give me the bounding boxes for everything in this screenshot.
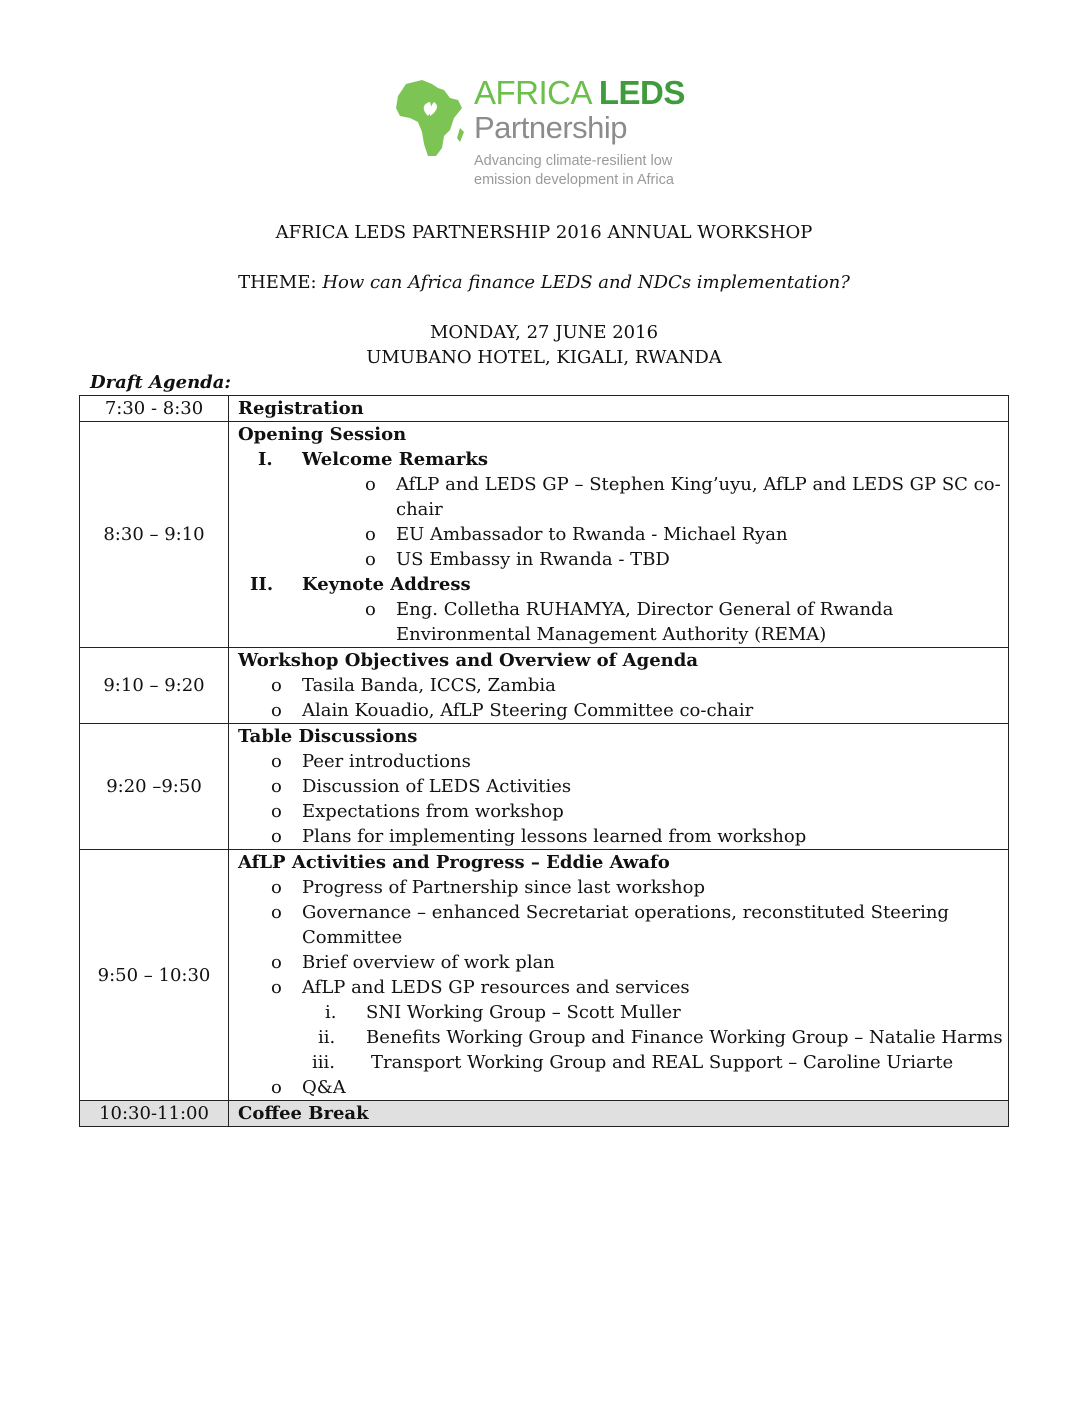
bullet-icon: o xyxy=(365,599,376,620)
agenda-title: Opening Session xyxy=(238,424,407,445)
bullet-icon: o xyxy=(271,700,282,721)
list-item xyxy=(238,774,1008,799)
list-item xyxy=(238,597,1008,622)
draft-agenda-label: Draft Agenda: xyxy=(90,372,232,393)
sub-heading: Welcome Remarks xyxy=(302,449,488,470)
list-item-text: Governance – enhanced Secretariat operations, reconstituted Steering xyxy=(302,902,949,923)
agenda-content xyxy=(229,396,1009,422)
logo-partnership-text: Partnership xyxy=(474,110,628,145)
list-item-text: Expectations from workshop xyxy=(302,801,564,822)
list-item xyxy=(238,547,1008,572)
sub-heading: Keynote Address xyxy=(302,574,471,595)
bullet-icon: o xyxy=(271,952,282,973)
agenda-time: 8:30 – 9:10 xyxy=(80,422,229,648)
agenda-title: Workshop Objectives and Overview of Agenda xyxy=(238,650,698,671)
bullet-icon: o xyxy=(271,776,282,797)
list-item xyxy=(238,1000,1008,1025)
agenda-time: 9:20 –9:50 xyxy=(80,724,229,850)
list-item-text: Committee xyxy=(302,927,403,948)
logo-tagline xyxy=(474,152,674,190)
theme-label: THEME: xyxy=(238,272,317,293)
list-item-text: Tasila Banda, ICCS, Zambia xyxy=(302,675,556,696)
list-item xyxy=(238,900,1008,925)
agenda-title: AfLP Activities and Progress – Eddie Awafo xyxy=(238,852,670,873)
list-item-text: Brief overview of work plan xyxy=(302,952,555,973)
list-item-text: Peer introductions xyxy=(302,751,471,772)
bullet-icon: o xyxy=(271,1077,282,1098)
bullet-icon: o xyxy=(271,902,282,923)
list-item xyxy=(238,497,1008,522)
bullet-icon: o xyxy=(271,675,282,696)
agenda-time: 9:50 – 10:30 xyxy=(80,850,229,1101)
list-item-text: Q&A xyxy=(302,1077,346,1098)
agenda-row xyxy=(80,396,1009,422)
agenda-row xyxy=(80,724,1009,850)
list-item-text: Eng. Colletha RUHAMYA, Director General of Rwanda xyxy=(396,599,894,620)
workshop-date: MONDAY, 27 JUNE 2016 xyxy=(429,322,659,343)
agenda-time: 10:30-11:00 xyxy=(80,1101,229,1127)
bullet-icon: o xyxy=(271,877,282,898)
bullet-icon: o xyxy=(365,524,376,545)
bullet-icon: o xyxy=(365,549,376,570)
agenda-title: Registration xyxy=(238,398,364,419)
theme-line xyxy=(0,270,1088,295)
list-item xyxy=(238,925,1008,950)
roman-numeral: iii. xyxy=(312,1052,335,1073)
agenda-time: 9:10 – 9:20 xyxy=(80,648,229,724)
list-item-text: Environmental Management Authority (REMA) xyxy=(396,624,827,645)
list-item xyxy=(238,698,1008,723)
agenda-time: 7:30 - 8:30 xyxy=(80,396,229,422)
list-item xyxy=(238,673,1008,698)
bullet-icon: o xyxy=(271,801,282,822)
list-item-text: chair xyxy=(396,499,443,520)
list-item-text: EU Ambassador to Rwanda - Michael Ryan xyxy=(396,524,788,545)
agenda-title: Coffee Break xyxy=(238,1103,369,1124)
list-item xyxy=(238,572,1008,597)
roman-numeral: ii. xyxy=(318,1027,336,1048)
list-item-text: Plans for implementing lessons learned from workshop xyxy=(302,826,807,847)
roman-numeral: I. xyxy=(258,449,273,470)
logo-tagline-line2: emission development in Africa xyxy=(474,172,674,188)
agenda-row xyxy=(80,648,1009,724)
workshop-title: AFRICA LEDS PARTNERSHIP 2016 ANNUAL WORKSHOP xyxy=(275,222,813,243)
list-item xyxy=(238,749,1008,774)
agenda-content xyxy=(229,850,1009,1101)
agenda-content xyxy=(229,648,1009,724)
list-item xyxy=(238,824,1008,849)
list-item xyxy=(238,799,1008,824)
agenda-row xyxy=(80,1101,1009,1127)
logo-line1 xyxy=(474,74,685,112)
theme-text: How can Africa finance LEDS and NDCs implementation? xyxy=(322,272,850,293)
list-item-text: Progress of Partnership since last workshop xyxy=(302,877,705,898)
list-item-text: Benefits Working Group and Finance Working Group – Natalie Harms xyxy=(366,1027,1003,1048)
africa-map-icon xyxy=(392,78,466,158)
logo-tagline-line1: Advancing climate-resilient low xyxy=(474,153,673,169)
list-item-text: AfLP and LEDS GP – Stephen King’uyu, AfLP and LEDS GP SC co- xyxy=(396,474,1001,495)
agenda-table xyxy=(79,395,1009,1127)
list-item xyxy=(238,950,1008,975)
list-item-text: Transport Working Group and REAL Support – Caroline Uriarte xyxy=(371,1052,954,1073)
bullet-icon: o xyxy=(271,751,282,772)
agenda-row xyxy=(80,422,1009,648)
agenda-content xyxy=(229,422,1009,648)
logo-africa-text: AFRICA xyxy=(474,74,591,111)
list-item xyxy=(238,522,1008,547)
agenda-title: Table Discussions xyxy=(238,726,418,747)
africa-leds-logo xyxy=(392,74,702,194)
workshop-venue: UMUBANO HOTEL, KIGALI, RWANDA xyxy=(366,347,722,368)
agenda-content xyxy=(229,724,1009,850)
list-item-text: AfLP and LEDS GP resources and services xyxy=(302,977,690,998)
list-item xyxy=(238,1050,1008,1075)
logo-leds-text: LEDS xyxy=(598,74,685,111)
list-item xyxy=(238,875,1008,900)
agenda-content xyxy=(229,1101,1009,1127)
roman-numeral: II. xyxy=(250,574,274,595)
list-item xyxy=(238,1025,1008,1050)
bullet-icon: o xyxy=(271,826,282,847)
roman-numeral: i. xyxy=(325,1002,337,1023)
list-item-text: Discussion of LEDS Activities xyxy=(302,776,572,797)
bullet-icon: o xyxy=(365,474,376,495)
bullet-icon: o xyxy=(271,977,282,998)
list-item xyxy=(238,1075,1008,1100)
list-item xyxy=(238,622,1008,647)
list-item xyxy=(238,975,1008,1000)
list-item-text: US Embassy in Rwanda - TBD xyxy=(396,549,670,570)
list-item-text: Alain Kouadio, AfLP Steering Committee co-chair xyxy=(302,700,754,721)
agenda-row xyxy=(80,850,1009,1101)
list-item xyxy=(238,472,1008,497)
list-item-text: SNI Working Group – Scott Muller xyxy=(366,1002,681,1023)
list-item xyxy=(238,447,1008,472)
